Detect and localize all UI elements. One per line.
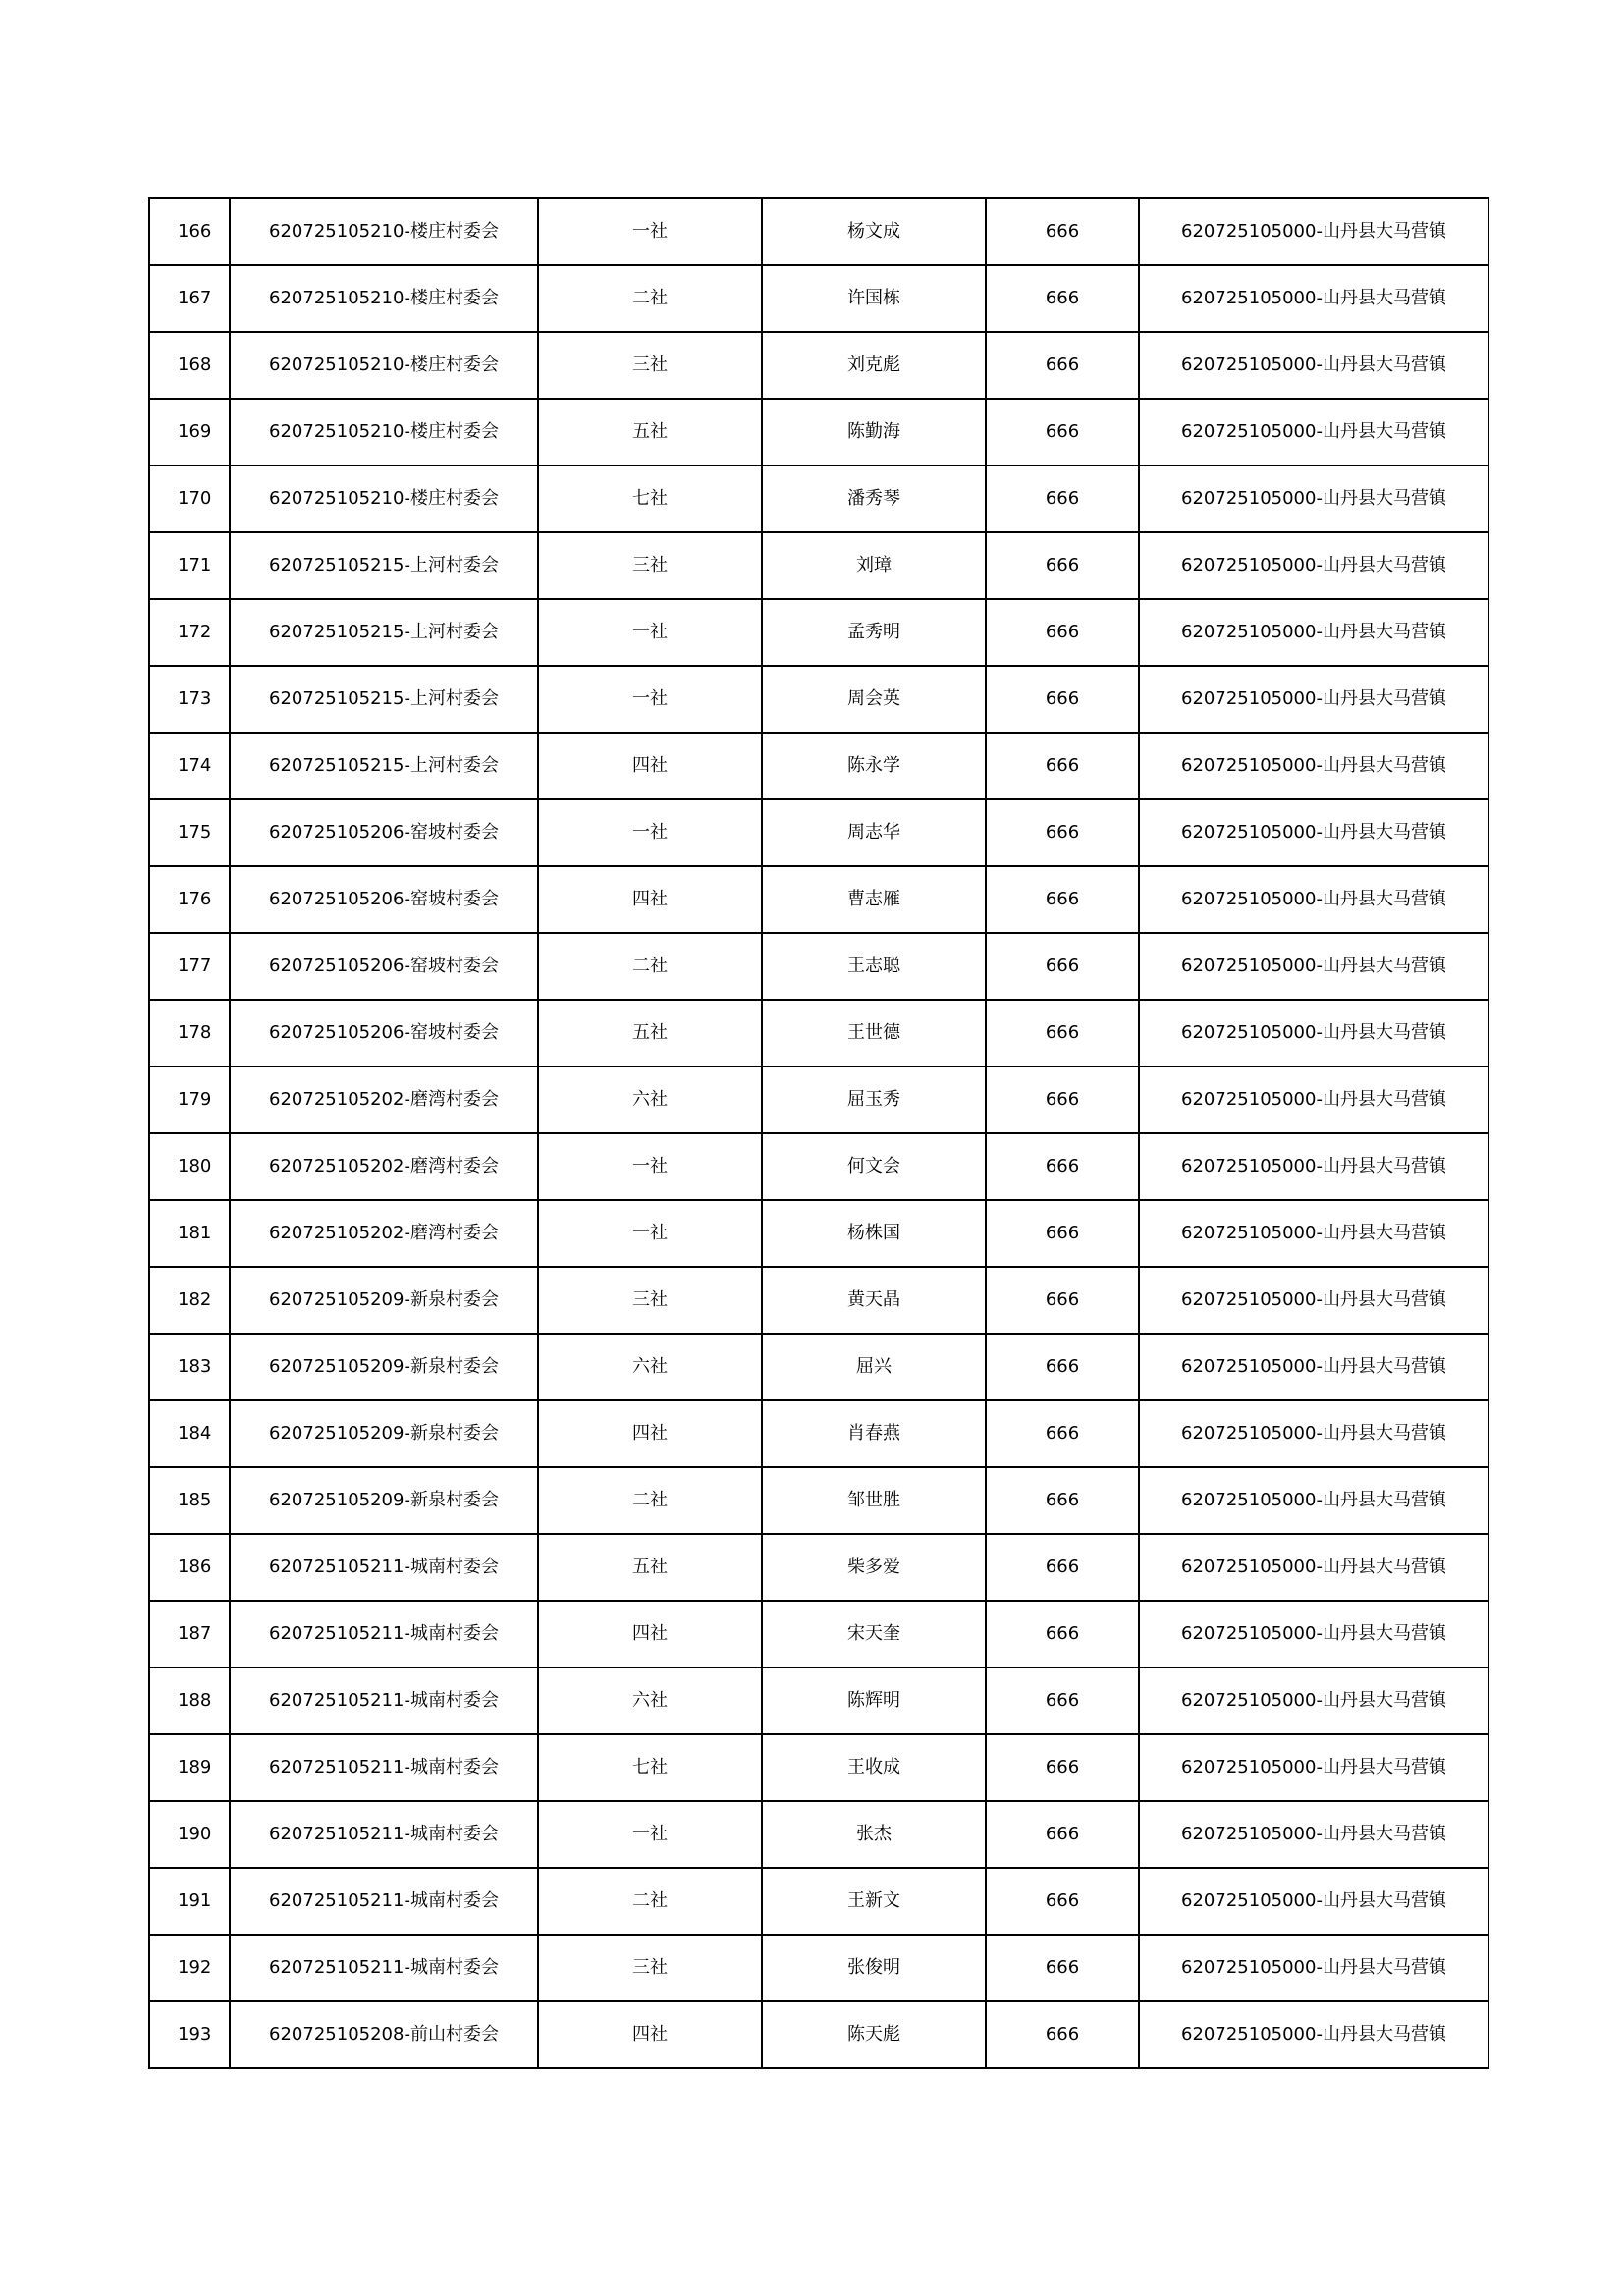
cell-name: 周志华 xyxy=(762,799,986,866)
cell-seq: 179 xyxy=(149,1066,230,1133)
table-row xyxy=(149,1000,1488,1066)
table-row xyxy=(149,332,1488,399)
cell-seq: 187 xyxy=(149,1601,230,1667)
cell-village: 620725105210-楼庄村委会 xyxy=(230,332,538,399)
cell-amount: 666 xyxy=(986,265,1139,332)
cell-town: 620725105000-山丹县大马营镇 xyxy=(1139,1534,1488,1601)
cell-village: 620725105206-窑坡村委会 xyxy=(230,933,538,1000)
cell-seq: 174 xyxy=(149,733,230,799)
cell-town: 620725105000-山丹县大马营镇 xyxy=(1139,198,1488,265)
cell-town: 620725105000-山丹县大马营镇 xyxy=(1139,933,1488,1000)
cell-group: 一社 xyxy=(538,1200,762,1267)
cell-group: 四社 xyxy=(538,2001,762,2068)
cell-village: 620725105215-上河村委会 xyxy=(230,532,538,599)
cell-amount: 666 xyxy=(986,1400,1139,1467)
cell-village: 620725105211-城南村委会 xyxy=(230,1935,538,2001)
cell-name: 陈永学 xyxy=(762,733,986,799)
cell-group: 一社 xyxy=(538,599,762,666)
cell-village: 620725105210-楼庄村委会 xyxy=(230,265,538,332)
table-row xyxy=(149,265,1488,332)
cell-amount: 666 xyxy=(986,1267,1139,1334)
cell-village: 620725105206-窑坡村委会 xyxy=(230,866,538,933)
cell-seq: 170 xyxy=(149,465,230,532)
cell-group: 五社 xyxy=(538,1534,762,1601)
cell-town: 620725105000-山丹县大马营镇 xyxy=(1139,399,1488,465)
table-row xyxy=(149,599,1488,666)
cell-name: 陈勤海 xyxy=(762,399,986,465)
cell-group: 六社 xyxy=(538,1667,762,1734)
cell-group: 三社 xyxy=(538,332,762,399)
cell-village: 620725105215-上河村委会 xyxy=(230,733,538,799)
cell-seq: 186 xyxy=(149,1534,230,1601)
table-row xyxy=(149,866,1488,933)
cell-town: 620725105000-山丹县大马营镇 xyxy=(1139,265,1488,332)
table-row xyxy=(149,1400,1488,1467)
table-row xyxy=(149,1200,1488,1267)
cell-group: 五社 xyxy=(538,399,762,465)
table-row xyxy=(149,1801,1488,1868)
cell-town: 620725105000-山丹县大马营镇 xyxy=(1139,1267,1488,1334)
cell-village: 620725105211-城南村委会 xyxy=(230,1534,538,1601)
cell-name: 张俊明 xyxy=(762,1935,986,2001)
cell-amount: 666 xyxy=(986,1935,1139,2001)
cell-amount: 666 xyxy=(986,1066,1139,1133)
cell-seq: 176 xyxy=(149,866,230,933)
cell-group: 七社 xyxy=(538,1734,762,1801)
table-row xyxy=(149,1935,1488,2001)
cell-seq: 183 xyxy=(149,1334,230,1400)
cell-amount: 666 xyxy=(986,332,1139,399)
cell-town: 620725105000-山丹县大马营镇 xyxy=(1139,532,1488,599)
cell-amount: 666 xyxy=(986,799,1139,866)
cell-name: 王志聪 xyxy=(762,933,986,1000)
table-row xyxy=(149,799,1488,866)
cell-seq: 169 xyxy=(149,399,230,465)
cell-amount: 666 xyxy=(986,532,1139,599)
table-row xyxy=(149,666,1488,733)
cell-name: 何文会 xyxy=(762,1133,986,1200)
table-row xyxy=(149,465,1488,532)
cell-name: 王世德 xyxy=(762,1000,986,1066)
cell-name: 屈兴 xyxy=(762,1334,986,1400)
table-row xyxy=(149,1534,1488,1601)
cell-seq: 168 xyxy=(149,332,230,399)
cell-town: 620725105000-山丹县大马营镇 xyxy=(1139,1467,1488,1534)
cell-town: 620725105000-山丹县大马营镇 xyxy=(1139,1801,1488,1868)
table-row xyxy=(149,1667,1488,1734)
cell-village: 620725105211-城南村委会 xyxy=(230,1667,538,1734)
cell-name: 柴多爱 xyxy=(762,1534,986,1601)
cell-name: 潘秀琴 xyxy=(762,465,986,532)
cell-seq: 172 xyxy=(149,599,230,666)
table-row xyxy=(149,1066,1488,1133)
cell-amount: 666 xyxy=(986,599,1139,666)
cell-seq: 177 xyxy=(149,933,230,1000)
cell-group: 六社 xyxy=(538,1334,762,1400)
cell-seq: 188 xyxy=(149,1667,230,1734)
cell-village: 620725105209-新泉村委会 xyxy=(230,1267,538,1334)
cell-name: 陈天彪 xyxy=(762,2001,986,2068)
cell-village: 620725105211-城南村委会 xyxy=(230,1734,538,1801)
cell-town: 620725105000-山丹县大马营镇 xyxy=(1139,465,1488,532)
cell-amount: 666 xyxy=(986,465,1139,532)
cell-seq: 171 xyxy=(149,532,230,599)
cell-village: 620725105206-窑坡村委会 xyxy=(230,1000,538,1066)
cell-name: 孟秀明 xyxy=(762,599,986,666)
table-row xyxy=(149,2001,1488,2068)
cell-town: 620725105000-山丹县大马营镇 xyxy=(1139,799,1488,866)
table-row xyxy=(149,198,1488,265)
cell-village: 620725105202-磨湾村委会 xyxy=(230,1066,538,1133)
cell-town: 620725105000-山丹县大马营镇 xyxy=(1139,2001,1488,2068)
cell-village: 620725105209-新泉村委会 xyxy=(230,1467,538,1534)
cell-seq: 166 xyxy=(149,198,230,265)
table-row xyxy=(149,1133,1488,1200)
cell-seq: 193 xyxy=(149,2001,230,2068)
cell-town: 620725105000-山丹县大马营镇 xyxy=(1139,599,1488,666)
cell-village: 620725105210-楼庄村委会 xyxy=(230,198,538,265)
cell-town: 620725105000-山丹县大马营镇 xyxy=(1139,866,1488,933)
table-row xyxy=(149,1601,1488,1667)
cell-amount: 666 xyxy=(986,1801,1139,1868)
cell-village: 620725105215-上河村委会 xyxy=(230,666,538,733)
cell-village: 620725105211-城南村委会 xyxy=(230,1601,538,1667)
cell-group: 一社 xyxy=(538,1133,762,1200)
cell-amount: 666 xyxy=(986,1534,1139,1601)
cell-name: 周会英 xyxy=(762,666,986,733)
cell-amount: 666 xyxy=(986,1200,1139,1267)
cell-town: 620725105000-山丹县大马营镇 xyxy=(1139,1200,1488,1267)
cell-town: 620725105000-山丹县大马营镇 xyxy=(1139,1868,1488,1935)
cell-town: 620725105000-山丹县大马营镇 xyxy=(1139,1935,1488,2001)
cell-group: 一社 xyxy=(538,1801,762,1868)
cell-seq: 178 xyxy=(149,1000,230,1066)
table-row xyxy=(149,1334,1488,1400)
cell-group: 四社 xyxy=(538,733,762,799)
roster-table-body xyxy=(149,198,1488,2068)
cell-group: 五社 xyxy=(538,1000,762,1066)
table-row xyxy=(149,933,1488,1000)
table-row xyxy=(149,1267,1488,1334)
cell-seq: 182 xyxy=(149,1267,230,1334)
cell-village: 620725105210-楼庄村委会 xyxy=(230,465,538,532)
cell-name: 陈辉明 xyxy=(762,1667,986,1734)
cell-group: 二社 xyxy=(538,1868,762,1935)
cell-town: 620725105000-山丹县大马营镇 xyxy=(1139,1133,1488,1200)
cell-name: 杨株国 xyxy=(762,1200,986,1267)
cell-seq: 173 xyxy=(149,666,230,733)
cell-amount: 666 xyxy=(986,666,1139,733)
cell-town: 620725105000-山丹县大马营镇 xyxy=(1139,666,1488,733)
cell-group: 二社 xyxy=(538,933,762,1000)
cell-amount: 666 xyxy=(986,733,1139,799)
cell-amount: 666 xyxy=(986,1601,1139,1667)
cell-name: 宋天奎 xyxy=(762,1601,986,1667)
cell-town: 620725105000-山丹县大马营镇 xyxy=(1139,332,1488,399)
cell-group: 三社 xyxy=(538,1935,762,2001)
cell-name: 曹志雁 xyxy=(762,866,986,933)
cell-town: 620725105000-山丹县大马营镇 xyxy=(1139,1734,1488,1801)
cell-amount: 666 xyxy=(986,1334,1139,1400)
cell-name: 屈玉秀 xyxy=(762,1066,986,1133)
cell-village: 620725105206-窑坡村委会 xyxy=(230,799,538,866)
table-row xyxy=(149,1467,1488,1534)
cell-amount: 666 xyxy=(986,1734,1139,1801)
cell-seq: 190 xyxy=(149,1801,230,1868)
cell-name: 刘璋 xyxy=(762,532,986,599)
table-row xyxy=(149,1734,1488,1801)
cell-village: 620725105202-磨湾村委会 xyxy=(230,1133,538,1200)
cell-amount: 666 xyxy=(986,2001,1139,2068)
cell-seq: 175 xyxy=(149,799,230,866)
table-row xyxy=(149,399,1488,465)
table-row xyxy=(149,532,1488,599)
table-row xyxy=(149,1868,1488,1935)
cell-name: 王新文 xyxy=(762,1868,986,1935)
cell-village: 620725105210-楼庄村委会 xyxy=(230,399,538,465)
cell-group: 四社 xyxy=(538,866,762,933)
cell-village: 620725105209-新泉村委会 xyxy=(230,1400,538,1467)
cell-seq: 167 xyxy=(149,265,230,332)
cell-village: 620725105208-前山村委会 xyxy=(230,2001,538,2068)
cell-village: 620725105209-新泉村委会 xyxy=(230,1334,538,1400)
cell-village: 620725105202-磨湾村委会 xyxy=(230,1200,538,1267)
cell-name: 王收成 xyxy=(762,1734,986,1801)
table-row xyxy=(149,733,1488,799)
cell-town: 620725105000-山丹县大马营镇 xyxy=(1139,1667,1488,1734)
cell-group: 六社 xyxy=(538,1066,762,1133)
cell-group: 一社 xyxy=(538,799,762,866)
cell-name: 邹世胜 xyxy=(762,1467,986,1534)
cell-seq: 192 xyxy=(149,1935,230,2001)
cell-town: 620725105000-山丹县大马营镇 xyxy=(1139,733,1488,799)
cell-amount: 666 xyxy=(986,933,1139,1000)
cell-group: 二社 xyxy=(538,1467,762,1534)
cell-amount: 666 xyxy=(986,1667,1139,1734)
cell-name: 许国栋 xyxy=(762,265,986,332)
cell-group: 三社 xyxy=(538,1267,762,1334)
cell-name: 黄天晶 xyxy=(762,1267,986,1334)
cell-seq: 184 xyxy=(149,1400,230,1467)
roster-table xyxy=(148,197,1489,2069)
cell-village: 620725105211-城南村委会 xyxy=(230,1868,538,1935)
cell-amount: 666 xyxy=(986,1000,1139,1066)
cell-group: 一社 xyxy=(538,666,762,733)
cell-amount: 666 xyxy=(986,1868,1139,1935)
cell-seq: 180 xyxy=(149,1133,230,1200)
cell-group: 四社 xyxy=(538,1601,762,1667)
cell-amount: 666 xyxy=(986,198,1139,265)
cell-name: 刘克彪 xyxy=(762,332,986,399)
cell-amount: 666 xyxy=(986,1133,1139,1200)
cell-seq: 185 xyxy=(149,1467,230,1534)
cell-seq: 181 xyxy=(149,1200,230,1267)
cell-group: 二社 xyxy=(538,265,762,332)
cell-town: 620725105000-山丹县大马营镇 xyxy=(1139,1601,1488,1667)
cell-name: 肖春燕 xyxy=(762,1400,986,1467)
cell-village: 620725105215-上河村委会 xyxy=(230,599,538,666)
cell-village: 620725105211-城南村委会 xyxy=(230,1801,538,1868)
cell-amount: 666 xyxy=(986,1467,1139,1534)
cell-group: 一社 xyxy=(538,198,762,265)
cell-town: 620725105000-山丹县大马营镇 xyxy=(1139,1400,1488,1467)
cell-seq: 189 xyxy=(149,1734,230,1801)
cell-amount: 666 xyxy=(986,866,1139,933)
cell-group: 四社 xyxy=(538,1400,762,1467)
cell-name: 张杰 xyxy=(762,1801,986,1868)
cell-group: 七社 xyxy=(538,465,762,532)
cell-name: 杨文成 xyxy=(762,198,986,265)
cell-town: 620725105000-山丹县大马营镇 xyxy=(1139,1334,1488,1400)
cell-amount: 666 xyxy=(986,399,1139,465)
cell-town: 620725105000-山丹县大马营镇 xyxy=(1139,1066,1488,1133)
cell-town: 620725105000-山丹县大马营镇 xyxy=(1139,1000,1488,1066)
cell-group: 三社 xyxy=(538,532,762,599)
cell-seq: 191 xyxy=(149,1868,230,1935)
